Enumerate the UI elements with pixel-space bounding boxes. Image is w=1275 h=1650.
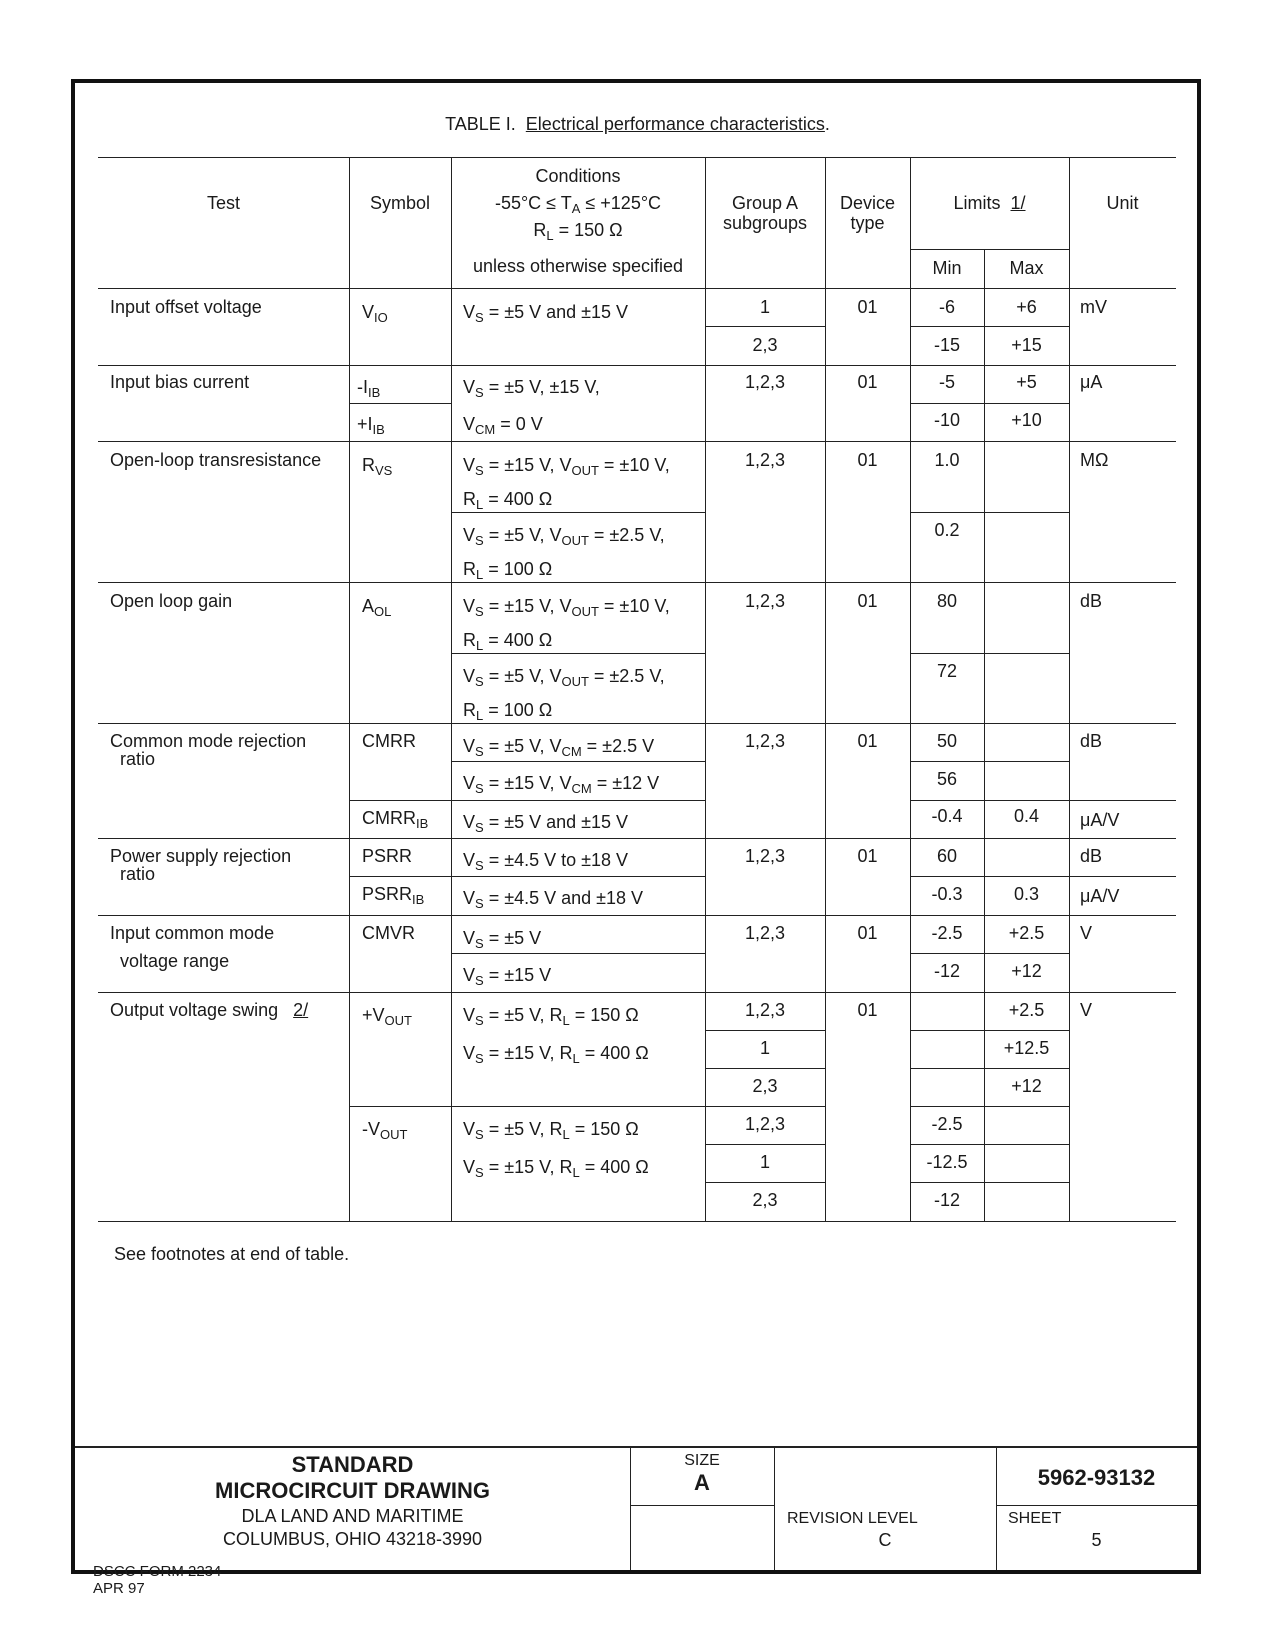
subgroup: 1,2,3 — [744, 372, 786, 392]
condition: $R_L = 100$ Ω — [463, 559, 553, 582]
condition: $R_L = 400$ Ω — [463, 630, 553, 653]
subgroup: 1 — [759, 1152, 770, 1172]
header-device: Device — [839, 193, 896, 213]
condition: $V_S = \pm 15$ V, $R_L = 400$ Ω — [463, 1043, 649, 1066]
symbol: CMVR — [362, 923, 415, 943]
form-number: DSCC FORM 2234 — [93, 1563, 222, 1580]
header-unless: unless otherwise specified — [472, 256, 684, 276]
symbol: $+V_{OUT}$ — [362, 1005, 412, 1028]
condition: $V_S = \pm 15$ V, $R_L = 400$ Ω — [463, 1157, 649, 1180]
table-title-suffix: . — [824, 114, 830, 134]
header-group-a: Group A — [731, 193, 799, 213]
symbol: $V_{IO}$ — [362, 302, 388, 325]
drawing-number: 5962-93132 — [1037, 1465, 1156, 1490]
limit-max: 0.3 — [1013, 884, 1040, 904]
device-type: 01 — [857, 297, 878, 317]
condition: $V_S = \pm 15$ V — [463, 965, 552, 988]
header-limits: Limits 1/ — [953, 193, 1026, 213]
revision-value: C — [878, 1530, 892, 1550]
unit: μA/V — [1080, 810, 1120, 830]
output-swing-footnote-ref: 2/ — [293, 1000, 309, 1020]
table-title-main: Electrical performance characteristics — [525, 114, 825, 134]
test-name: Output voltage swing 2/ — [110, 1000, 309, 1020]
revision-label: REVISION LEVEL — [787, 1510, 918, 1527]
limit-min: -12 — [933, 1190, 960, 1210]
limit-min: 56 — [936, 769, 958, 789]
limit-min: 50 — [936, 731, 958, 751]
limit-min: -5 — [938, 372, 955, 392]
unit: V — [1080, 1000, 1093, 1020]
limit-max: 0.4 — [1013, 806, 1040, 826]
device-type: 01 — [857, 923, 878, 943]
sheet-label: SHEET — [1008, 1510, 1062, 1527]
device-type: 01 — [857, 591, 878, 611]
unit: mV — [1080, 297, 1107, 317]
header-test: Test — [206, 193, 240, 213]
symbol: $PSRR_{IB}$ — [362, 884, 425, 907]
symbol: $+I_{IB}$ — [357, 414, 385, 437]
condition: $V_S = \pm 5$ V, ±15 V, — [463, 377, 600, 400]
limit-min: 60 — [936, 846, 958, 866]
drawing-type-label: MICROCIRCUIT DRAWING — [215, 1478, 490, 1503]
test-name: Open-loop transresistance — [110, 450, 322, 470]
test-name: Power supply rejection — [110, 846, 292, 866]
subgroup: 1,2,3 — [744, 846, 786, 866]
limit-min: -0.4 — [931, 806, 963, 826]
limit-max: +15 — [1011, 335, 1042, 355]
symbol: $R_{VS}$ — [362, 455, 393, 478]
condition: $R_L = 100$ Ω — [463, 700, 553, 723]
limit-max: +12 — [1011, 961, 1042, 981]
condition: $V_S = \pm 15$ V, $V_{OUT} = \pm 10$ V, — [463, 596, 670, 619]
limit-max: +2.5 — [1008, 923, 1045, 943]
header-type: type — [850, 213, 885, 233]
subgroup: 1,2,3 — [744, 450, 786, 470]
limit-max: +2.5 — [1008, 1000, 1045, 1020]
limit-min: -2.5 — [931, 1114, 963, 1134]
header-unit: Unit — [1106, 193, 1139, 213]
header-conditions: Conditions — [535, 166, 621, 186]
subgroup: 1 — [759, 297, 770, 317]
unit: μA — [1080, 372, 1103, 392]
condition: $V_S = \pm 5$ V, $R_L = 150$ Ω — [463, 1005, 639, 1028]
unit: dB — [1080, 846, 1103, 866]
table-title — [0, 114, 1275, 134]
limit-min: 0.2 — [934, 520, 960, 540]
condition: $V_S = \pm 5$ V, $R_L = 150$ Ω — [463, 1119, 639, 1142]
subgroup: 1,2,3 — [744, 1114, 786, 1134]
condition: $V_S = \pm 15$ V, $V_{OUT} = \pm 10$ V, — [463, 455, 670, 478]
test-name-cont: voltage range — [120, 951, 230, 971]
condition: $V_S = \pm 5$ V and ±15 V — [463, 302, 629, 325]
device-type: 01 — [857, 731, 878, 751]
condition: $V_S = \pm 15$ V, $V_{CM} = \pm 12$ V — [463, 773, 660, 796]
symbol: $A_{OL}$ — [362, 596, 392, 619]
limit-min: -12 — [933, 961, 960, 981]
symbol: PSRR — [362, 846, 413, 866]
test-name: Open loop gain — [110, 591, 233, 611]
test-name: Input bias current — [110, 372, 250, 392]
form-date: APR 97 — [93, 1580, 145, 1597]
subgroup: 2,3 — [752, 1076, 778, 1096]
size-label: SIZE — [684, 1452, 720, 1469]
test-name: Input common mode — [110, 923, 275, 943]
agency-name: DLA LAND AND MARITIME — [241, 1506, 464, 1526]
subgroup: 1 — [759, 1038, 770, 1058]
limit-min: -10 — [933, 410, 960, 430]
limit-min: 1.0 — [934, 450, 960, 470]
test-name: Input offset voltage — [110, 297, 262, 317]
test-name-cont: ratio — [120, 864, 156, 884]
limit-max: +12 — [1011, 1076, 1042, 1096]
limits-footnote-ref: 1/ — [1010, 193, 1026, 213]
limit-min: -12.5 — [926, 1152, 968, 1172]
test-name: Common mode rejection — [110, 731, 307, 751]
unit: dB — [1080, 731, 1103, 751]
size-value: A — [694, 1470, 710, 1495]
header-min: Min — [932, 258, 962, 278]
limit-min: 72 — [936, 661, 958, 681]
limit-min: -15 — [933, 335, 960, 355]
unit: V — [1080, 923, 1093, 943]
subgroup: 1,2,3 — [744, 591, 786, 611]
limit-max: +12.5 — [1003, 1038, 1050, 1058]
device-type: 01 — [857, 1000, 878, 1020]
unit: MΩ — [1080, 450, 1109, 470]
symbol: $-I_{IB}$ — [357, 377, 381, 400]
header-symbol: Symbol — [369, 193, 431, 213]
condition: $V_S = \pm 5$ V and ±15 V — [463, 812, 629, 835]
table-title-prefix: TABLE I. — [445, 114, 516, 134]
device-type: 01 — [857, 450, 878, 470]
condition: $V_S = \pm 5$ V, $V_{OUT} = \pm 2.5$ V, — [463, 666, 665, 689]
header-rl: $R_L = 150$ Ω — [533, 220, 623, 243]
header-max: Max — [1009, 258, 1044, 278]
device-type: 01 — [857, 372, 878, 392]
condition: $V_S = \pm 5$ V, $V_{CM} = \pm 2.5$ V — [463, 736, 655, 759]
subgroup: 1,2,3 — [744, 1000, 786, 1020]
condition: $R_L = 400$ Ω — [463, 489, 553, 512]
condition: $V_S = \pm 4.5$ V to ±18 V — [463, 850, 629, 873]
device-type: 01 — [857, 846, 878, 866]
unit: μA/V — [1080, 886, 1120, 906]
header-temp-range: $-55^\circ C \le T_A \le +125^\circ C$ — [494, 193, 662, 216]
symbol: $-V_{OUT}$ — [362, 1119, 408, 1142]
header-subgroups: subgroups — [722, 213, 808, 233]
subgroup: 2,3 — [752, 1190, 778, 1210]
subgroup: 2,3 — [752, 335, 778, 355]
agency-address: COLUMBUS, OHIO 43218-3990 — [222, 1529, 483, 1549]
unit: dB — [1080, 591, 1103, 611]
limit-max: +6 — [1016, 297, 1037, 317]
limit-max: +5 — [1016, 372, 1037, 392]
subgroup: 1,2,3 — [744, 731, 786, 751]
footnote-reference: See footnotes at end of table. — [114, 1244, 350, 1264]
limit-min: -2.5 — [931, 923, 963, 943]
symbol: CMRR — [362, 731, 416, 751]
limit-min: 80 — [936, 591, 958, 611]
condition: $V_S = \pm 5$ V, $V_{OUT} = \pm 2.5$ V, — [463, 525, 665, 548]
symbol: $CMRR_{IB}$ — [362, 808, 429, 831]
test-name-cont: ratio — [120, 749, 156, 769]
standard-label: STANDARD — [291, 1452, 414, 1477]
limit-min: -0.3 — [931, 884, 963, 904]
condition: $V_{CM} = 0$ V — [463, 414, 543, 437]
condition: $V_S = \pm 4.5$ V and ±18 V — [463, 888, 644, 911]
limit-min: -6 — [938, 297, 955, 317]
condition: $V_S = \pm 5$ V — [463, 928, 542, 951]
limit-max: +10 — [1011, 410, 1042, 430]
sheet-number: 5 — [1091, 1530, 1102, 1550]
subgroup: 1,2,3 — [744, 923, 786, 943]
